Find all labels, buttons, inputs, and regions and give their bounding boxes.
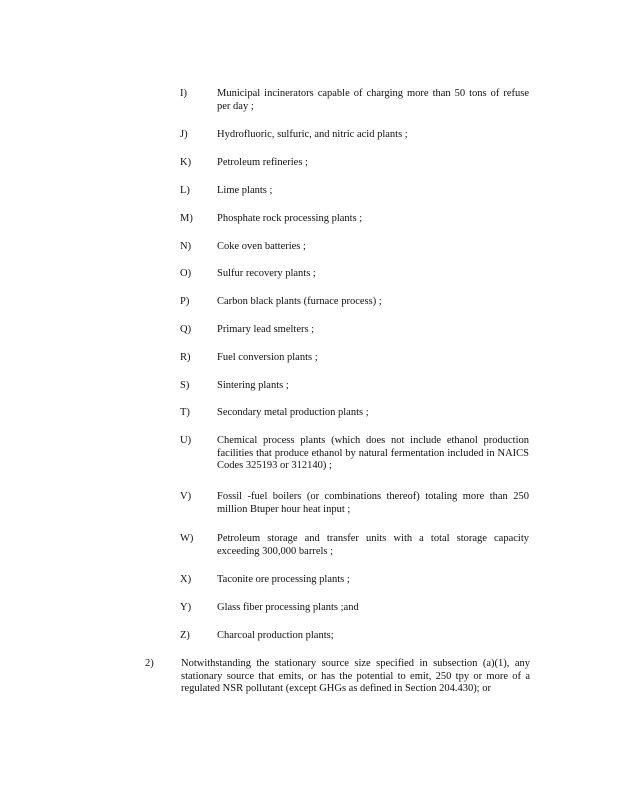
list-item-label: N) (180, 241, 192, 252)
paragraph-label: 2) (145, 658, 154, 669)
list-item-text: Petroleum refineries ; (217, 157, 308, 168)
list-item-text: Municipal incinerators capable of charging more than 50 tons of refuse per day ; (217, 88, 529, 112)
list-item-label: X) (180, 574, 192, 585)
list-item-text: Chemical process plants (which does not include ethanol production facilities that produce ethanol by natural fermentation included in NAICS Codes 325193 or 312140) ; (217, 435, 529, 471)
list-item-text: Lime plants ; (217, 185, 273, 196)
paragraph-text: Notwithstanding the stationary source size specified in subsection (a)(1), any stationary source that emits, or has the potential to emit, 250 tpy or more of a regulated NSR pollutant (except GHGs as defined in Section 204.430); or (181, 658, 530, 694)
list-item-text: Sulfur recovery plants ; (217, 268, 316, 279)
list-item-text: Phosphate rock processing plants ; (217, 213, 363, 224)
list-item-text: Glass fiber processing plants ;and (217, 602, 359, 613)
list-item-label: T) (180, 407, 190, 418)
list-item-label: K) (180, 157, 192, 168)
list-item-text: Taconite ore processing plants ; (217, 574, 350, 585)
list-item-label: P) (180, 296, 190, 307)
list-item-label: U) (180, 435, 192, 446)
list-item-label: S) (180, 380, 190, 391)
list-item-text: Sintering plants ; (217, 380, 289, 391)
list-item-text: Carbon black plants (furnace process) ; (217, 296, 382, 307)
list-item-text: Secondary metal production plants ; (217, 407, 369, 418)
list-item-text: Primary lead smelters ; (217, 324, 315, 335)
list-item-text: Petroleum storage and transfer units with a total storage capacity exceeding 300,000 barrels ; (217, 533, 529, 557)
list-item-label: Y) (180, 602, 192, 613)
list-item-label: M) (180, 213, 193, 224)
list-item-label: Z) (180, 630, 190, 641)
list-item-label: J) (180, 129, 188, 140)
list-item-label: I) (180, 88, 187, 99)
list-item-text: Charcoal production plants; (217, 630, 334, 641)
list-item-label: V) (180, 491, 192, 502)
list-item-text: Fuel conversion plants ; (217, 352, 318, 363)
list-item-label: W) (180, 533, 194, 544)
list-item-text: Hydrofluoric, sulfuric, and nitric acid plants ; (217, 129, 408, 140)
list-item-text: Coke oven batteries ; (217, 241, 306, 252)
list-item-label: L) (180, 185, 190, 196)
list-item-text: Fossil -fuel boilers (or combinations thereof) totaling more than 250 million Btuper hour heat input ; (217, 491, 529, 515)
list-item-label: R) (180, 352, 191, 363)
list-item-label: O) (180, 268, 192, 279)
list-item-label: Q) (180, 324, 192, 335)
